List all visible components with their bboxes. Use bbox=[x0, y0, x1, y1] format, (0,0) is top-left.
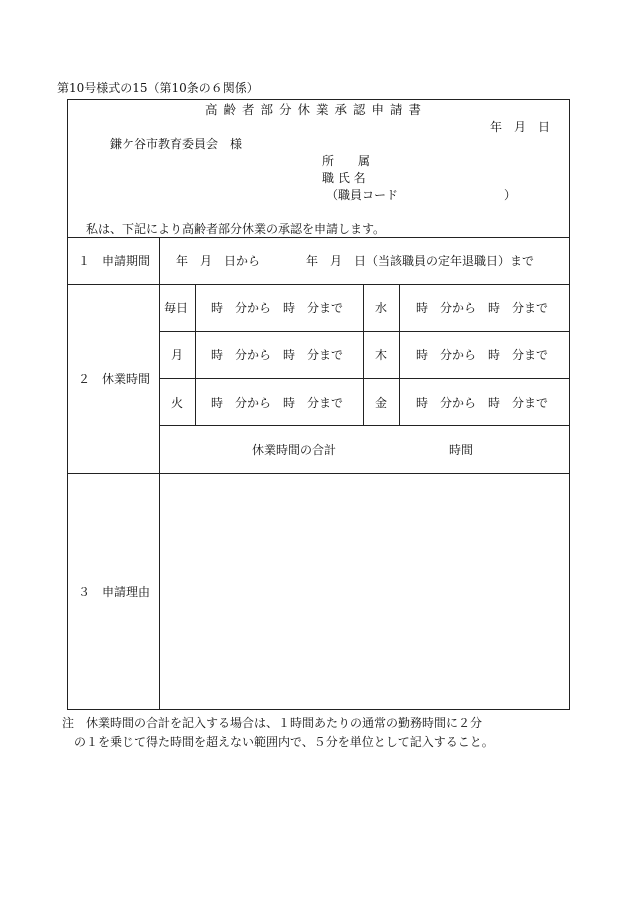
time-thu: 時 分から 時 分まで bbox=[416, 348, 549, 362]
time-fri: 時 分から 時 分まで bbox=[416, 396, 549, 410]
staff-code-close: ） bbox=[504, 188, 517, 202]
day-column-divider-right bbox=[399, 284, 400, 425]
day-column-divider-mid bbox=[363, 284, 364, 425]
form-title: 高齢者部分休業承認申請書 bbox=[205, 102, 428, 117]
period-from: 年 月 日から bbox=[176, 254, 261, 268]
day-column-divider-left bbox=[195, 284, 196, 425]
note-line-1: 注 休業時間の合計を記入する場合は、１時間あたりの通常の勤務時間に２分 bbox=[62, 716, 483, 730]
day-thu: 木 bbox=[375, 348, 388, 362]
request-text: 私は、下記により高齢者部分休業の承認を申請します。 bbox=[86, 222, 386, 236]
period-to: 年 月 日（当該職員の定年退職日）まで bbox=[306, 254, 535, 268]
row-divider-hours-2 bbox=[159, 378, 570, 379]
note-line-2: の１を乗じて得た時間を超えない範囲内で、５分を単位として記入すること。 bbox=[74, 735, 494, 749]
hours-total-unit: 時間 bbox=[449, 443, 474, 457]
day-every: 毎日 bbox=[164, 301, 189, 315]
day-tue: 火 bbox=[171, 396, 184, 410]
reason-field[interactable] bbox=[160, 474, 569, 709]
time-tue: 時 分から 時 分まで bbox=[211, 396, 344, 410]
day-wed: 水 bbox=[375, 301, 388, 315]
date-line: 年 月 日 bbox=[490, 120, 551, 134]
affiliation-label: 所 属 bbox=[322, 154, 371, 168]
period-label: １ 申請期間 bbox=[78, 254, 151, 268]
hours-label: ２ 休業時間 bbox=[78, 372, 151, 386]
addressee: 鎌ケ谷市教育委員会 様 bbox=[110, 137, 243, 151]
row-divider-top bbox=[67, 237, 570, 238]
time-wed: 時 分から 時 分まで bbox=[416, 301, 549, 315]
time-mon: 時 分から 時 分まで bbox=[211, 348, 344, 362]
name-label: 職 氏 名 bbox=[322, 171, 366, 185]
hours-total-label: 休業時間の合計 bbox=[252, 443, 337, 457]
time-every: 時 分から 時 分まで bbox=[211, 301, 344, 315]
day-fri: 金 bbox=[375, 396, 388, 410]
row-divider-hours-1 bbox=[159, 331, 570, 332]
form-number: 第10号様式の15（第10条の６関係） bbox=[57, 81, 259, 95]
day-mon: 月 bbox=[171, 348, 184, 362]
row-divider-hours-3 bbox=[159, 425, 570, 426]
reason-label: ３ 申請理由 bbox=[78, 585, 151, 599]
row-divider-period bbox=[67, 284, 570, 285]
staff-code-open: （職員コード bbox=[326, 188, 399, 202]
